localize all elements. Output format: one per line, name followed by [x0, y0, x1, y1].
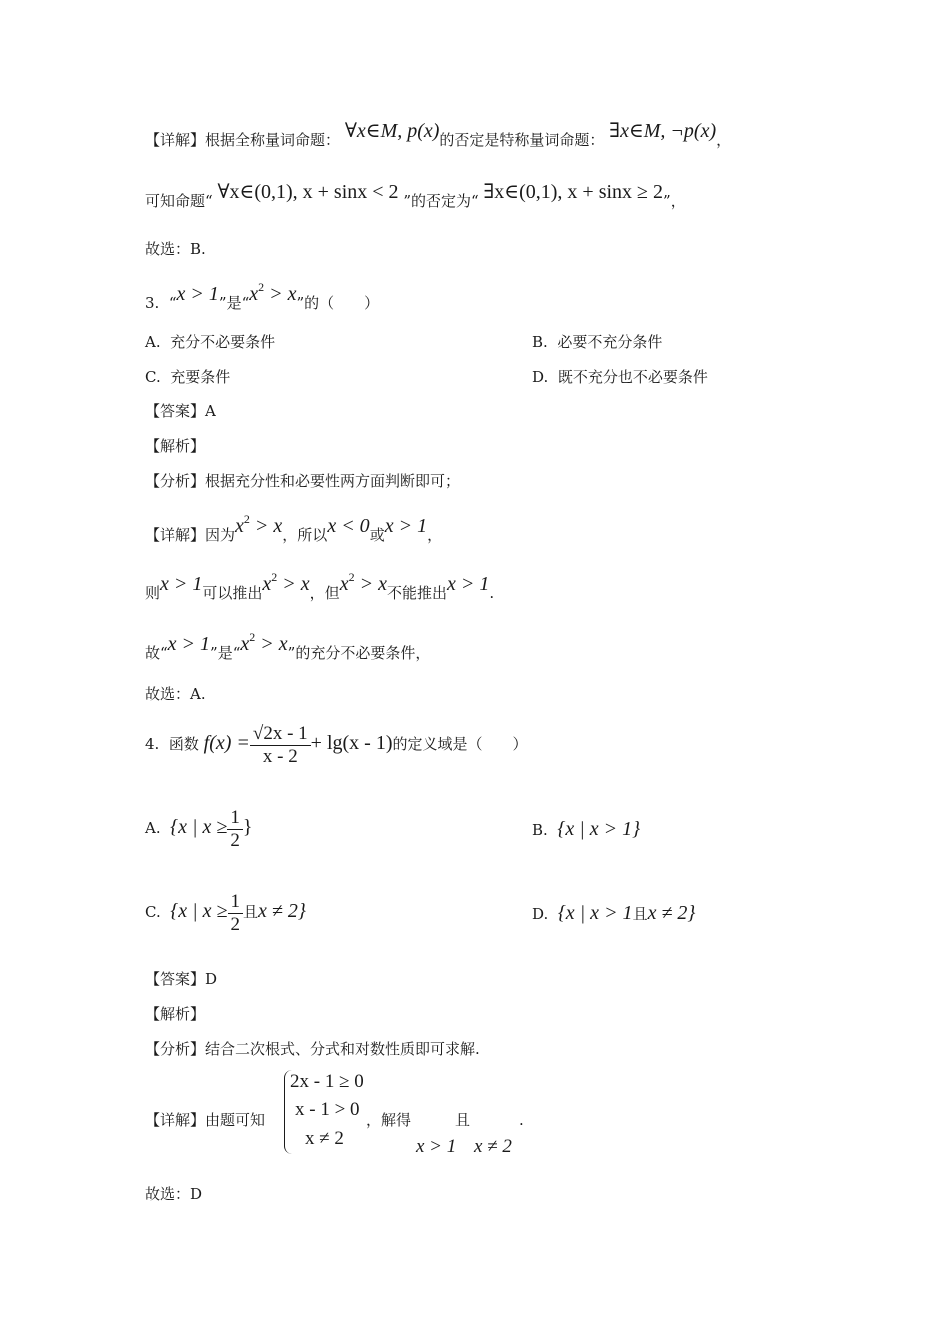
question-number: 3.: [145, 294, 160, 312]
system-eq-3: x ≠ 2: [305, 1128, 344, 1149]
q3-analysis-title: 【解析】: [145, 437, 206, 455]
math-x2-gt-x: $x^2 > x$: [249, 280, 297, 305]
q4-choose: 故选：D: [145, 1185, 203, 1203]
solve-text: ，解得: [366, 1111, 412, 1129]
math-negation: ∃x∈(0,1), x + sinx ≥ 2: [483, 181, 664, 203]
fraction: $\frac{√2x - 1}{x - 2}$: [250, 723, 311, 768]
q3-answer: 【答案】A: [145, 402, 216, 420]
system-eq-1: 2x - 1 ≥ 0: [290, 1071, 364, 1092]
detail-text: 的否定是特称量词命题：: [439, 131, 605, 149]
system-eq-2: x - 1 > 0: [295, 1099, 360, 1120]
punct: ，: [716, 131, 732, 149]
q3-option-c: C. 充要条件: [145, 368, 231, 386]
math-proposition: ∀x∈(0,1), x + sinx < 2: [217, 181, 399, 203]
and-text: 且: [455, 1111, 471, 1129]
lg-term: + lg(x - 1): [310, 732, 393, 754]
q4-analysis-title: 【解析】: [145, 1005, 206, 1023]
q4-option-a: A. {x | x ≥ $\frac{1}{2}$ }: [145, 806, 253, 851]
function-lhs: f(x) =: [203, 732, 250, 754]
q4-option-c: C. {x | x ≥ $\frac{1}{2}$ 且x ≠ 2}: [145, 890, 306, 935]
q4-detail-label: 【详解】由题可知: [145, 1111, 266, 1129]
q3-conclusion: 故“x > 1”是“$x^2 > x$”的充分不必要条件，: [145, 630, 431, 662]
q3-analysis: 【分析】根据充分性和必要性两方面判断即可；: [145, 472, 461, 490]
q2-detail-line-1: [145, 120, 732, 151]
detail-text: ”的否定为“: [403, 192, 479, 210]
math-forall-expr: ∀x∈M, p(x): [344, 120, 440, 142]
stem-text: ”是“: [218, 294, 250, 312]
q4-analysis: 【分析】结合二次根式、分式和对数性质即可求解.: [145, 1040, 480, 1058]
q2-choose: 故选：B.: [145, 240, 206, 258]
stem-text: ”的（ ）: [296, 294, 380, 312]
period: .: [519, 1111, 524, 1129]
math-exists-expr: ∃x∈M, ¬p(x): [609, 120, 717, 142]
q3-detail-line-1: 【详解】因为$x^2 > x$，所以x < 0或x > 1，: [145, 512, 443, 544]
q3-stem: [145, 280, 380, 314]
q3-choose: 故选：A.: [145, 685, 206, 703]
q2-detail-line-2: [145, 181, 686, 212]
q3-option-b: B. 必要不充分条件: [532, 333, 663, 351]
q4-option-b: B. {x | x > 1}: [532, 818, 641, 840]
detail-text: 可知命题“: [145, 192, 213, 210]
question-number: 4.: [145, 735, 160, 753]
solution-2: x ≠ 2: [474, 1136, 512, 1157]
detail-text: 根据全称量词命题：: [205, 131, 341, 149]
q3-detail-line-2: 则x > 1可以推出$x^2 > x$，但$x^2 > x$不能推出x > 1.: [145, 570, 495, 602]
q3-option-d: D. 既不充分也不必要条件: [532, 368, 708, 386]
math-x-gt-1: x > 1: [176, 283, 219, 305]
solution-1: x > 1: [416, 1136, 457, 1157]
detail-text: ”，: [663, 192, 686, 210]
quote: “: [168, 294, 177, 312]
q4-stem: 4. 函数 f(x) = $\frac{√2x - 1}{x - 2}$ + lg(x - 1)的定义域是（ ）: [145, 722, 528, 767]
q4-answer: 【答案】D: [145, 970, 218, 988]
q4-option-d: D. {x | x > 1且x ≠ 2}: [532, 902, 696, 924]
detail-label: 【详解】: [145, 131, 206, 149]
q3-option-a: A. 充分不必要条件: [145, 333, 276, 351]
